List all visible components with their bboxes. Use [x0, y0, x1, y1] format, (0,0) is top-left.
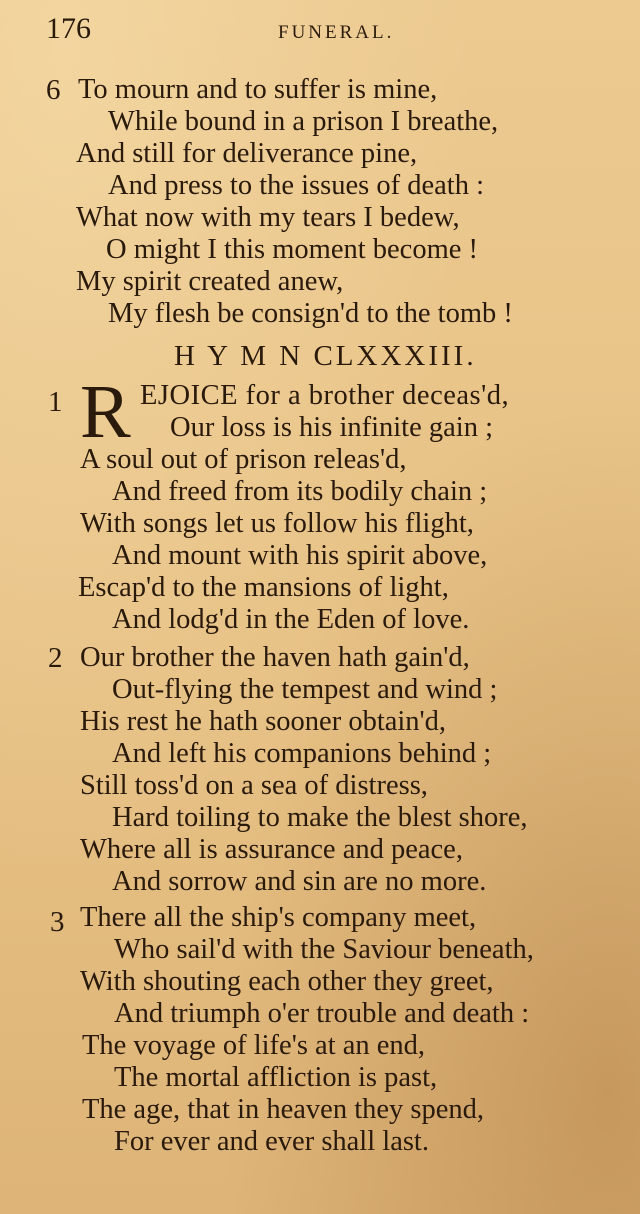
verse-line: And left his companions behind ;	[112, 738, 492, 769]
verse-line: O might I this moment become !	[106, 234, 479, 265]
verse-line: And mount with his spirit above,	[112, 540, 488, 571]
verse-line: The voyage of life's at an end,	[82, 1030, 426, 1061]
verse-line: And triumph o'er trouble and death :	[114, 998, 530, 1029]
page-header	[46, 12, 606, 52]
verse-line: Our brother the haven hath gain'd,	[80, 642, 470, 673]
verse-line: Still toss'd on a sea of distress,	[80, 770, 428, 801]
verse-line: EJOICE for a brother deceas'd,	[140, 380, 510, 411]
stanza-number: 2	[48, 642, 63, 674]
verse-line: Escap'd to the mansions of light,	[78, 572, 449, 603]
hymn-title: H Y M N CLXXXIII.	[174, 340, 477, 372]
verse-line: The mortal affliction is past,	[114, 1062, 438, 1093]
verse-line: Our loss is his infinite gain ;	[170, 412, 493, 443]
verse-line: And freed from its bodily chain ;	[112, 476, 488, 507]
verse-line: With shouting each other they greet,	[80, 966, 494, 997]
verse-line: Where all is assurance and peace,	[80, 834, 463, 865]
verse-line: To mourn and to suffer is mine,	[78, 74, 438, 105]
verse-line: Hard toiling to make the blest shore,	[112, 802, 528, 833]
stanza-number: 3	[50, 906, 65, 938]
verse-line: With songs let us follow his flight,	[80, 508, 474, 539]
drop-cap: R	[80, 370, 131, 454]
verse-line: And sorrow and sin are no more.	[112, 866, 487, 897]
verse-line: While bound in a prison I breathe,	[108, 106, 499, 137]
verse-line: Who sail'd with the Saviour beneath,	[114, 934, 534, 965]
verse-line: Out-flying the tempest and wind ;	[112, 674, 498, 705]
page-number: 176	[46, 12, 91, 45]
verse-line: The age, that in heaven they spend,	[82, 1094, 485, 1125]
stanza-number: 1	[48, 386, 63, 418]
stanza-number: 6	[46, 74, 61, 106]
verse-line: And lodg'd in the Eden of love.	[112, 604, 470, 635]
verse-line: And press to the issues of death :	[108, 170, 484, 201]
verse-line: What now with my tears I bedew,	[76, 202, 460, 233]
verse-line: And still for deliverance pine,	[76, 138, 418, 169]
verse-line: A soul out of prison releas'd,	[80, 444, 407, 475]
verse-line: His rest he hath sooner obtain'd,	[80, 706, 447, 737]
running-title: FUNERAL.	[278, 22, 395, 43]
verse-line: My spirit created anew,	[76, 266, 344, 297]
verse-line: For ever and ever shall last.	[114, 1126, 429, 1157]
verse-line: My flesh be consign'd to the tomb !	[108, 298, 513, 329]
verse-line: There all the ship's company meet,	[80, 902, 477, 933]
